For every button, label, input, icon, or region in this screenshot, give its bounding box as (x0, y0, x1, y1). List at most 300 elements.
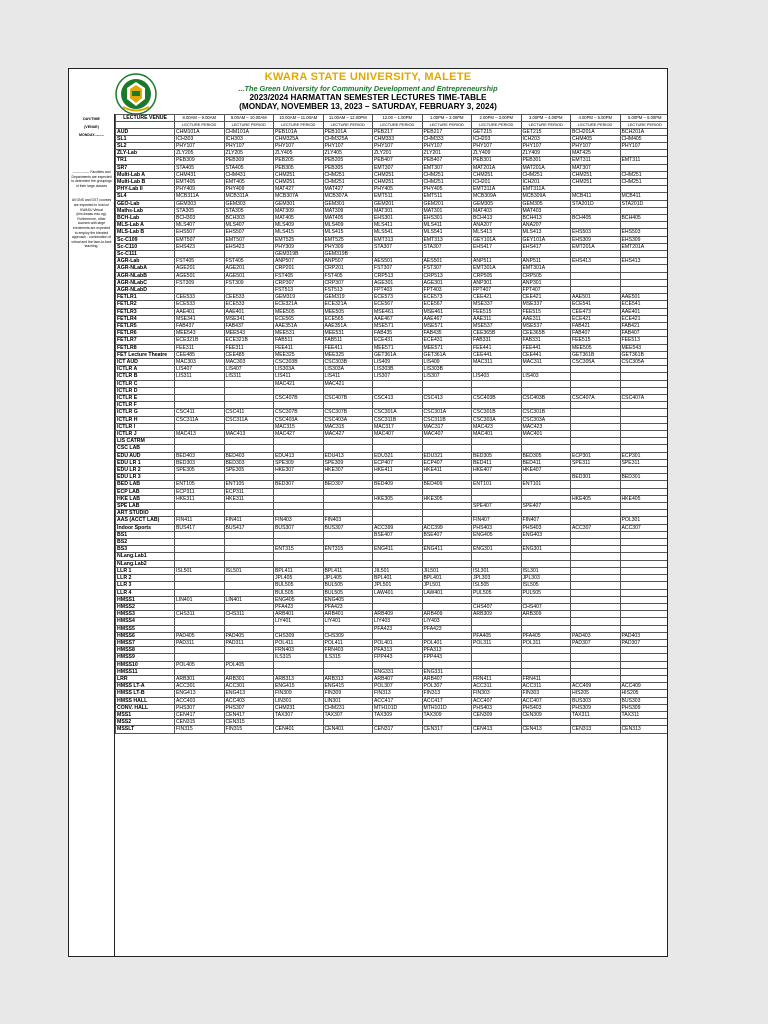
course-cell (175, 531, 225, 538)
course-cell: ACC417 (373, 697, 423, 704)
course-cell (224, 438, 274, 445)
course-cell: MLS541 (373, 229, 423, 236)
course-cell: LIS411 (274, 373, 324, 380)
course-cell: GEM319B (274, 250, 324, 257)
course-cell: GEM319B (323, 250, 373, 257)
course-cell (571, 387, 621, 394)
course-cell (323, 560, 373, 567)
course-cell (323, 510, 373, 517)
course-cell: EMT307 (422, 164, 472, 171)
course-cell (175, 286, 225, 293)
time-slot-header: 8.00AM – 9.00AM (175, 115, 225, 122)
course-cell: ECP311 (175, 488, 225, 495)
course-cell: PHY107 (620, 142, 668, 149)
course-cell: AAE401 (224, 308, 274, 315)
course-cell: ENT315 (323, 546, 373, 553)
course-cell: EDU321 (373, 452, 423, 459)
course-cell (571, 675, 621, 682)
course-cell (175, 250, 225, 257)
venue-cell: ICTLR E (116, 395, 175, 402)
table-row (116, 596, 669, 603)
course-cell: PHY107 (274, 142, 324, 149)
course-cell: CEN313 (620, 726, 668, 733)
course-cell (472, 438, 522, 445)
course-cell: CSC403B (521, 395, 571, 402)
course-cell (571, 567, 621, 574)
course-cell: MAC427 (323, 431, 373, 438)
course-cell: EMT405 (175, 178, 225, 185)
course-cell: GEM303 (175, 200, 225, 207)
course-cell: POL311 (521, 639, 571, 646)
venue-cell: FETLR3 (116, 308, 175, 315)
course-cell: EHS301 (422, 214, 472, 221)
venue-cell: HMSS HALL (116, 697, 175, 704)
course-cell (620, 560, 668, 567)
course-cell (571, 431, 621, 438)
course-cell: CSC303B (274, 359, 324, 366)
course-cell (620, 596, 668, 603)
course-cell: ISL301 (472, 567, 522, 574)
venue-cell: AGR-NLabD (116, 286, 175, 293)
course-cell (620, 164, 668, 171)
table-row (116, 589, 669, 596)
course-cell: FIN303 (472, 690, 522, 697)
course-cell: BUS307 (274, 524, 324, 531)
course-cell: EMT511 (422, 193, 472, 200)
course-cell (422, 380, 472, 387)
venue-cell: ART STUDIO (116, 510, 175, 517)
course-cell: AAE311 (521, 315, 571, 322)
course-cell: MAT201A (472, 164, 522, 171)
course-cell: AAE501 (620, 294, 668, 301)
course-cell: ANA207 (521, 222, 571, 229)
course-cell (521, 445, 571, 452)
course-cell: ZLY409 (521, 150, 571, 157)
venue-cell: AAS (ACCT LAB) (116, 517, 175, 524)
venue-cell: Maths-Lab (116, 207, 175, 214)
course-cell (274, 474, 324, 481)
course-cell: STA201D (620, 200, 668, 207)
course-cell: MAC407 (373, 431, 423, 438)
table-row (116, 603, 669, 610)
course-cell (571, 517, 621, 524)
course-cell: GET361B (620, 351, 668, 358)
course-cell: PEB309 (175, 157, 225, 164)
course-cell: ACC403 (224, 697, 274, 704)
course-cell: CHM251 (472, 171, 522, 178)
course-cell: BCH413 (521, 214, 571, 221)
lecture-period-label: LECTURE PERIOD (571, 122, 621, 129)
course-cell: ZLY205 (224, 150, 274, 157)
course-cell: CEN309 (472, 711, 522, 718)
course-cell: TAX309 (422, 711, 472, 718)
course-cell: ECP407 (373, 459, 423, 466)
course-cell: ACC409 (571, 683, 621, 690)
course-cell: PHY107 (323, 142, 373, 149)
course-cell (620, 272, 668, 279)
course-cell: POL401 (373, 639, 423, 646)
course-cell: SPE407 (472, 503, 522, 510)
course-cell: PFA423 (422, 625, 472, 632)
course-cell: AAE311 (472, 315, 522, 322)
course-cell: EHS309 (571, 236, 621, 243)
course-cell: LIY401 (323, 618, 373, 625)
venue-cell: CSC LAB (116, 445, 175, 452)
course-cell: BCH405 (571, 214, 621, 221)
course-cell: ECE565 (274, 315, 324, 322)
course-cell: FPT403 (373, 286, 423, 293)
course-cell: AAE501 (571, 294, 621, 301)
course-cell: LIY403 (422, 618, 472, 625)
course-cell: ACC311 (472, 683, 522, 690)
course-cell: AES501 (373, 258, 423, 265)
course-cell: CHM101A (224, 128, 274, 135)
course-cell: STA307 (373, 243, 423, 250)
course-cell: CEN413 (472, 726, 522, 733)
venue-cell: HMSS4 (116, 618, 175, 625)
course-cell (175, 402, 225, 409)
venue-cell: MSSLT (116, 726, 175, 733)
course-cell: AES501 (422, 258, 472, 265)
course-cell (274, 402, 324, 409)
course-cell: ECE321A (274, 301, 324, 308)
venue-cell: PHY-Lab II (116, 186, 175, 193)
course-cell (224, 603, 274, 610)
venue-cell: ICT AUD (116, 359, 175, 366)
course-cell (521, 596, 571, 603)
course-cell: PUL505 (521, 589, 571, 596)
course-cell: ZLY405 (274, 150, 324, 157)
course-cell: MLS413 (472, 229, 522, 236)
course-cell (422, 661, 472, 668)
time-slot-header: 3.00PM – 4.00PM (521, 115, 571, 122)
course-cell: HKE305 (373, 495, 423, 502)
course-cell: MAC401 (521, 431, 571, 438)
course-cell: BUL505 (323, 582, 373, 589)
table-row (116, 503, 669, 510)
course-cell: MCB411 (620, 193, 668, 200)
course-cell: PAD403 (620, 632, 668, 639)
venue-cell: HMSS LT-B (116, 690, 175, 697)
course-cell: ECE533 (224, 301, 274, 308)
course-cell (620, 409, 668, 416)
course-cell: POL311 (472, 639, 522, 646)
course-cell: ANA207 (472, 222, 522, 229)
course-cell: CEE365B (472, 330, 522, 337)
course-cell: PUL505 (472, 589, 522, 596)
venue-cell: HKE LAB (116, 495, 175, 502)
course-cell: ARB309 (472, 611, 522, 618)
course-cell: LAW401 (373, 589, 423, 596)
course-cell (224, 286, 274, 293)
course-cell: BCH201A (571, 128, 621, 135)
course-cell: FEE411 (323, 344, 373, 351)
venue-cell: HMSS3 (116, 611, 175, 618)
course-cell: MEE571 (373, 344, 423, 351)
course-cell (224, 560, 274, 567)
course-cell: CHM251 (373, 178, 423, 185)
table-row (116, 164, 669, 171)
course-cell: ACC417 (422, 697, 472, 704)
course-cell: EMT313 (422, 236, 472, 243)
venue-cell: LIS CATRM (116, 438, 175, 445)
course-cell: CSC305A (620, 359, 668, 366)
course-cell (472, 387, 522, 394)
course-cell: BSE407 (422, 531, 472, 538)
course-cell: CEN309 (521, 711, 571, 718)
course-cell: ENT101 (472, 481, 522, 488)
table-row (116, 423, 669, 430)
course-cell (571, 589, 621, 596)
course-cell: ZLY405 (323, 150, 373, 157)
course-cell: AAE467 (373, 315, 423, 322)
course-cell (175, 625, 225, 632)
table-row (116, 236, 669, 243)
course-cell: FAB437 (175, 322, 225, 329)
course-cell: STA201D (571, 200, 621, 207)
course-cell: PAD311 (224, 639, 274, 646)
course-cell: FPT407 (521, 286, 571, 293)
venue-cell: ICTLR B (116, 373, 175, 380)
course-cell: HKE405 (571, 495, 621, 502)
lecture-period-label: LECTURE PERIOD (323, 122, 373, 129)
course-cell: MLS411 (373, 222, 423, 229)
course-cell: CSC303A (521, 416, 571, 423)
course-cell: MAC421 (274, 380, 324, 387)
course-cell: EHS413 (620, 258, 668, 265)
course-cell: ARB409 (373, 611, 423, 618)
course-cell (373, 387, 423, 394)
course-cell: LIN301 (274, 697, 324, 704)
faculty-note: --------------- Faculties and Departments are expected to determine the groupings of their large classes (71, 170, 112, 188)
course-cell: FPP443 (373, 654, 423, 661)
course-cell: LIY401 (274, 618, 324, 625)
course-cell: FAB435 (373, 330, 423, 337)
course-cell (521, 250, 571, 257)
course-cell (175, 395, 225, 402)
course-cell: ISL301 (521, 567, 571, 574)
course-cell (373, 402, 423, 409)
course-cell: CEN417 (224, 711, 274, 718)
course-cell: LAW401 (422, 589, 472, 596)
course-cell: PFA405 (521, 632, 571, 639)
course-cell: ECE321B (224, 337, 274, 344)
course-cell: PEB305 (274, 164, 324, 171)
course-cell (175, 668, 225, 675)
venue-cell: EDU LR 2 (116, 467, 175, 474)
course-cell: FIN403 (274, 517, 324, 524)
course-cell (620, 575, 668, 582)
university-crest-icon (115, 73, 157, 115)
venue-cell: ICTLR I (116, 423, 175, 430)
course-cell (521, 474, 571, 481)
venue-cell: ZLY-Lab (116, 150, 175, 157)
course-cell (571, 402, 621, 409)
table-row (116, 258, 669, 265)
table-row (116, 719, 669, 726)
course-cell: PHS309 (620, 704, 668, 711)
course-cell (175, 539, 225, 546)
course-cell: CSC311B (422, 416, 472, 423)
course-cell: FIN313 (422, 690, 472, 697)
course-cell (274, 661, 324, 668)
course-cell: BED411 (472, 459, 522, 466)
course-cell (620, 647, 668, 654)
course-cell (472, 553, 522, 560)
venue-cell: SPE LAB (116, 503, 175, 510)
table-row (116, 488, 669, 495)
course-cell: LIS303A (274, 366, 324, 373)
course-cell: MSE571 (373, 322, 423, 329)
course-cell (571, 546, 621, 553)
course-cell: CHM333 (422, 135, 472, 142)
course-cell (620, 250, 668, 257)
course-cell: EHS507 (224, 229, 274, 236)
course-cell: EMT201A (571, 243, 621, 250)
course-cell: BSE407 (373, 531, 423, 538)
course-cell: ISL505 (521, 582, 571, 589)
course-cell: LIN401 (224, 596, 274, 603)
course-cell: CSC407A (620, 395, 668, 402)
course-cell: STA305 (175, 207, 225, 214)
venue-cell: FETLR2 (116, 301, 175, 308)
course-cell: ECP407 (422, 459, 472, 466)
course-cell: CRP307 (323, 279, 373, 286)
course-cell: CHS309 (323, 632, 373, 639)
course-cell: MAC303 (224, 359, 274, 366)
course-cell: ARB309 (521, 611, 571, 618)
course-cell: BED301 (620, 474, 668, 481)
course-cell: LIN301 (323, 697, 373, 704)
course-cell (472, 618, 522, 625)
course-cell: JIL501 (373, 567, 423, 574)
course-cell: CEE485 (224, 351, 274, 358)
course-cell: POL307 (422, 683, 472, 690)
course-cell: CSC411 (224, 409, 274, 416)
course-cell (274, 488, 324, 495)
course-cell (620, 380, 668, 387)
course-cell: ACC399 (422, 524, 472, 531)
course-cell: ECE421 (620, 315, 668, 322)
course-cell (521, 668, 571, 675)
course-cell (373, 603, 423, 610)
course-cell (620, 675, 668, 682)
course-cell: GEM301 (323, 200, 373, 207)
course-cell: MAC317 (373, 423, 423, 430)
course-cell: CRP505 (472, 272, 522, 279)
timetable-header (69, 71, 667, 116)
venue-cell: NLang.Lab1 (116, 553, 175, 560)
course-cell (274, 668, 324, 675)
course-cell: BED303 (175, 459, 225, 466)
course-cell: MLS415 (323, 229, 373, 236)
course-cell: PFA423 (373, 625, 423, 632)
venue-cell: Indoor Sports (116, 524, 175, 531)
course-cell (571, 488, 621, 495)
course-cell: CSC305A (571, 359, 621, 366)
course-cell: BCH413 (472, 214, 522, 221)
course-cell: FIN407 (472, 517, 522, 524)
course-cell: CHM251 (373, 171, 423, 178)
course-cell (422, 510, 472, 517)
course-cell (224, 575, 274, 582)
course-cell: FST309 (224, 279, 274, 286)
course-cell: GET215 (521, 128, 571, 135)
table-row (116, 135, 669, 142)
course-cell (175, 438, 225, 445)
course-cell: FIN411 (224, 517, 274, 524)
venue-cell: Sc-C111 (116, 250, 175, 257)
course-cell: ACC407 (472, 697, 522, 704)
course-cell (422, 445, 472, 452)
course-cell (620, 279, 668, 286)
course-cell: LIS403 (521, 373, 571, 380)
course-cell (620, 150, 668, 157)
course-cell: CEE533 (224, 294, 274, 301)
course-cell (620, 222, 668, 229)
course-cell: AGE301 (373, 279, 423, 286)
course-cell: AAE351A (323, 322, 373, 329)
table-row (116, 704, 669, 711)
course-cell: FST307 (422, 265, 472, 272)
course-cell (620, 265, 668, 272)
course-cell: CSC411 (175, 409, 225, 416)
course-cell: JPL501 (373, 582, 423, 589)
course-cell: ISL505 (472, 582, 522, 589)
course-cell (620, 546, 668, 553)
course-cell: CSC301A (422, 409, 472, 416)
course-cell: PHY405 (422, 186, 472, 193)
course-cell: MAC311 (521, 359, 571, 366)
course-cell: HKE411 (422, 467, 472, 474)
lecture-period-label: LECTURE PERIOD (620, 122, 668, 129)
table-row (116, 438, 669, 445)
course-cell: CHS311 (175, 611, 225, 618)
course-cell: CSC307B (274, 409, 324, 416)
course-cell (422, 517, 472, 524)
course-cell: EHS503 (571, 229, 621, 236)
course-cell: HIS205 (571, 690, 621, 697)
course-cell: BCH303 (224, 214, 274, 221)
course-cell: MCB411 (571, 193, 621, 200)
course-cell: CRP513 (373, 272, 423, 279)
table-row (116, 279, 669, 286)
course-cell: PEB301 (472, 157, 522, 164)
course-cell: MEE571 (422, 344, 472, 351)
course-cell (373, 445, 423, 452)
course-cell: ILS315 (323, 654, 373, 661)
course-cell (323, 495, 373, 502)
course-cell: BED411 (521, 459, 571, 466)
course-cell: MAC317 (422, 423, 472, 430)
course-cell: CEN313 (571, 726, 621, 733)
course-cell (620, 719, 668, 726)
time-slot-header: 1.00PM – 2.00PM (422, 115, 472, 122)
course-cell: GEM303 (224, 200, 274, 207)
course-cell (521, 553, 571, 560)
course-cell (521, 647, 571, 654)
table-row (116, 647, 669, 654)
course-cell: SPE309 (274, 459, 324, 466)
table-row (116, 560, 669, 567)
course-cell: CHM251 (571, 178, 621, 185)
course-cell: HKE411 (373, 467, 423, 474)
course-cell (521, 661, 571, 668)
course-cell (373, 553, 423, 560)
course-cell (571, 661, 621, 668)
course-cell (571, 510, 621, 517)
course-cell (620, 582, 668, 589)
